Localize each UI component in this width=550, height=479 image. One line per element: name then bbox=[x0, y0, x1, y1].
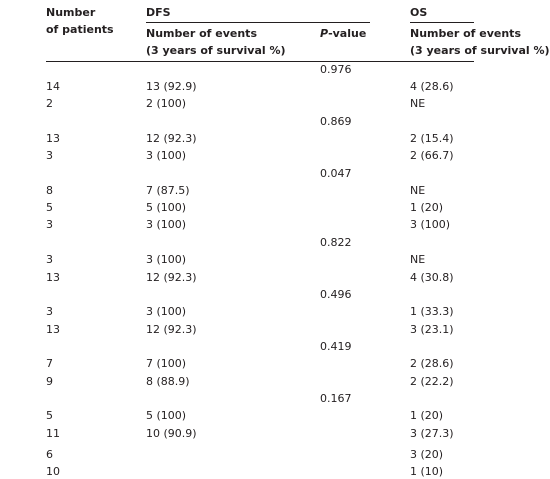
number-of-patients-cell: 11 bbox=[46, 427, 60, 440]
number-of-patients-cell: 6 bbox=[46, 448, 53, 461]
os-events-cell: 2 (15.4) bbox=[410, 132, 454, 145]
os-events-cell: 2 (22.2) bbox=[410, 375, 454, 388]
number-of-patients-cell: 5 bbox=[46, 201, 53, 214]
header-p-rest: -value bbox=[328, 27, 367, 40]
p-value-cell: 0.869 bbox=[320, 115, 352, 128]
header-dfs-events-line1: Number of events bbox=[146, 27, 257, 40]
header-os-events-line1: Number of events bbox=[410, 27, 521, 40]
p-value-cell: 0.496 bbox=[320, 288, 352, 301]
header-os-events-line2: (3 years of survival %) bbox=[410, 44, 550, 57]
dfs-events-cell: 13 (92.9) bbox=[146, 80, 197, 93]
dfs-events-cell: 3 (100) bbox=[146, 149, 187, 162]
number-of-patients-cell: 9 bbox=[46, 375, 53, 388]
header-number-of-patients-line1: Number bbox=[46, 6, 96, 19]
os-events-cell: 3 (23.1) bbox=[410, 323, 454, 336]
number-of-patients-cell: 2 bbox=[46, 97, 53, 110]
p-value-cell: 0.047 bbox=[320, 167, 352, 180]
number-of-patients-cell: 13 bbox=[46, 132, 60, 145]
header-dfs-events-line2: (3 years of survival %) bbox=[146, 44, 286, 57]
os-group-rule bbox=[410, 22, 474, 23]
os-events-cell: 3 (27.3) bbox=[410, 427, 454, 440]
dfs-events-cell: 3 (100) bbox=[146, 218, 187, 231]
number-of-patients-cell: 8 bbox=[46, 184, 53, 197]
os-events-cell: 1 (10) bbox=[410, 465, 444, 478]
os-events-cell: 3 (20) bbox=[410, 448, 444, 461]
p-value-cell: 0.976 bbox=[320, 63, 352, 76]
header-number-of-patients-line2: of patients bbox=[46, 23, 114, 36]
dfs-events-cell: 12 (92.3) bbox=[146, 271, 197, 284]
number-of-patients-cell: 3 bbox=[46, 218, 53, 231]
dfs-events-cell: 5 (100) bbox=[146, 201, 187, 214]
number-of-patients-cell: 7 bbox=[46, 357, 53, 370]
header-os: OS bbox=[410, 6, 428, 19]
dfs-events-cell: 12 (92.3) bbox=[146, 132, 197, 145]
header-p-value bbox=[320, 25, 366, 42]
number-of-patients-cell: 14 bbox=[46, 80, 60, 93]
dfs-events-cell: 8 (88.9) bbox=[146, 375, 190, 388]
header-dfs: DFS bbox=[146, 6, 171, 19]
number-of-patients-cell: 13 bbox=[46, 323, 60, 336]
os-events-cell: NE bbox=[410, 184, 426, 197]
number-of-patients-cell: 13 bbox=[46, 271, 60, 284]
os-events-cell: 4 (30.8) bbox=[410, 271, 454, 284]
dfs-events-cell: 2 (100) bbox=[146, 97, 187, 110]
os-events-cell: 1 (20) bbox=[410, 201, 444, 214]
p-value-cell: 0.167 bbox=[320, 392, 352, 405]
dfs-events-cell: 3 (100) bbox=[146, 305, 187, 318]
number-of-patients-cell: 5 bbox=[46, 409, 53, 422]
dfs-events-cell: 3 (100) bbox=[146, 253, 187, 266]
os-events-cell: NE bbox=[410, 253, 426, 266]
dfs-events-cell: 12 (92.3) bbox=[146, 323, 197, 336]
header-p-italic: P bbox=[320, 27, 329, 40]
os-events-cell: 2 (66.7) bbox=[410, 149, 454, 162]
os-events-cell: 4 (28.6) bbox=[410, 80, 454, 93]
os-events-cell: 1 (33.3) bbox=[410, 305, 454, 318]
os-events-cell: NE bbox=[410, 97, 426, 110]
p-value-cell: 0.822 bbox=[320, 236, 352, 249]
dfs-events-cell: 10 (90.9) bbox=[146, 427, 197, 440]
os-events-cell: 3 (100) bbox=[410, 218, 451, 231]
number-of-patients-cell: 3 bbox=[46, 305, 53, 318]
dfs-events-cell: 7 (87.5) bbox=[146, 184, 190, 197]
number-of-patients-cell: 3 bbox=[46, 149, 53, 162]
dfs-group-rule bbox=[146, 22, 370, 23]
dfs-events-cell: 5 (100) bbox=[146, 409, 187, 422]
os-events-cell: 2 (28.6) bbox=[410, 357, 454, 370]
number-of-patients-cell: 3 bbox=[46, 253, 53, 266]
os-events-cell: 1 (20) bbox=[410, 409, 444, 422]
dfs-events-cell: 7 (100) bbox=[146, 357, 187, 370]
header-bottom-rule bbox=[46, 61, 474, 62]
p-value-cell: 0.419 bbox=[320, 340, 352, 353]
number-of-patients-cell: 10 bbox=[46, 465, 60, 478]
